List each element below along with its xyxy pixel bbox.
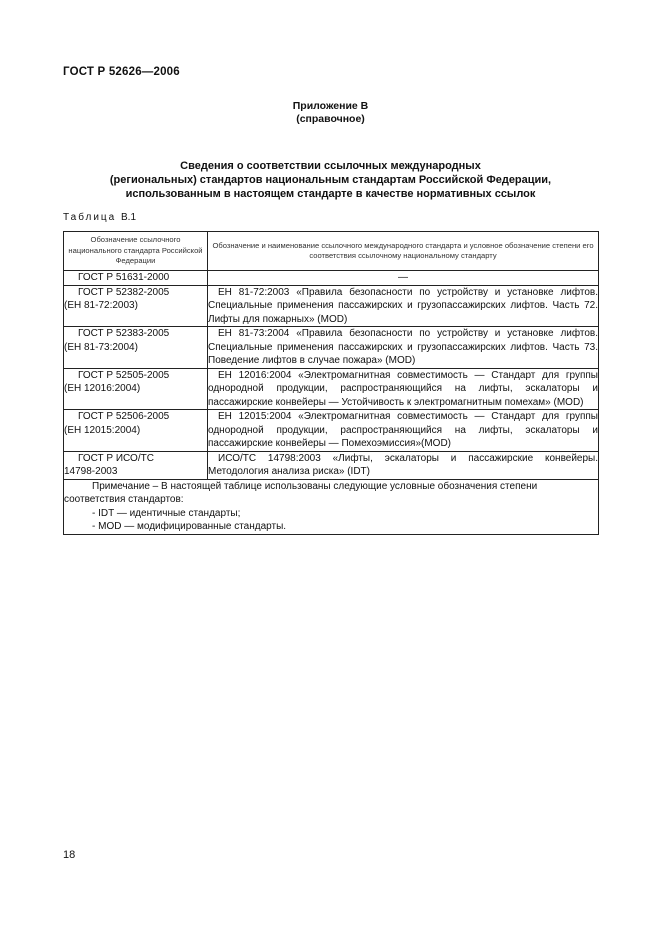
table-row: [64, 451, 599, 479]
header-national-standard: Обозначение ссылочного национального стандарта Российской Федерации: [64, 232, 208, 271]
national-standard-designation: ГОСТ Р 52505-2005: [78, 369, 170, 381]
note-item-idt: - IDT — идентичные стандарты;: [92, 507, 241, 519]
table-label: [63, 212, 136, 223]
international-standard-cell: [208, 285, 599, 327]
table-note-row: [64, 479, 599, 534]
table-row: [64, 285, 599, 327]
international-standard-cell: [208, 451, 599, 479]
international-standard-cell: [208, 410, 599, 452]
international-standard-text: ИСО/ТС 14798:2003 «Лифты, эскалаторы и пассажирские конвейеры. Методология анализа риска» (IDT): [208, 452, 598, 477]
appendix-heading: [0, 100, 661, 126]
international-standard-cell: [208, 368, 599, 410]
international-standard-text: ЕН 81-72:2003 «Правила безопасности по устройству и установке лифтов. Специальные применения пассажирских и грузопассажирских лифтов. Часть 72. Лифты для пожарных» (MOD): [208, 286, 598, 325]
national-standard-cell: [64, 410, 208, 452]
national-standard-cell: [64, 327, 208, 369]
note-item-mod: - MOD — модифицированные стандарты.: [92, 521, 287, 532]
international-standard-text: ЕН 12015:2004 «Электромагнитная совместимость — Стандарт для группы однородной продукции, распространяющийся на лифты, эскалаторы и пассажирские конвейеры — Помехоэмиссия»(MOD): [208, 411, 598, 449]
international-standard-cell: [208, 271, 599, 286]
national-standard-cell: [64, 368, 208, 410]
section-title-line-2: (региональных) стандартов национальным стандартам Российской Федерации,: [109, 174, 552, 186]
international-standard-cell: [208, 327, 599, 369]
table-note: [64, 479, 599, 534]
appendix-title: Приложение В: [292, 100, 369, 112]
note-intro: Примечание – В настоящей таблице использованы следующие условные обозначения степени соответствия стандартов:: [64, 480, 538, 505]
table-header-row: [64, 232, 599, 271]
document-header: ГОСТ Р 52626—2006: [63, 66, 180, 78]
section-title-line-3: использованным в настоящем стандарте в качестве нормативных ссылок: [125, 188, 536, 200]
page-number: 18: [63, 849, 76, 861]
national-standard-designation: ГОСТ Р 52506-2005: [78, 411, 170, 422]
national-standard-equivalent: (ЕН 81-72:2003): [64, 300, 138, 311]
table-label-number: В.1: [121, 212, 137, 223]
table-row: [64, 410, 599, 452]
standards-table: [63, 231, 599, 535]
international-standard-text: ЕН 12016:2004 «Электромагнитная совместимость — Стандарт для группы однородной продукции, распространяющийся на лифты, эскалаторы и пассажирские конвейеры — Устойчивость к электромагнитным помехам» (MOD): [208, 369, 598, 408]
national-standard-equivalent: 14798-2003: [64, 466, 118, 477]
national-standard-cell: [64, 285, 208, 327]
appendix-subtitle: (справочное): [296, 113, 365, 125]
national-standard-designation: ГОСТ Р 51631-2000: [78, 272, 170, 283]
national-standard-designation: ГОСТ Р 52383-2005: [78, 328, 170, 339]
national-standard-equivalent: (ЕН 12016:2004): [64, 383, 141, 394]
international-standard-text: —: [398, 272, 408, 283]
national-standard-designation: ГОСТ Р 52382-2005: [78, 286, 170, 298]
national-standard-designation: ГОСТ Р ИСО/ТС: [78, 452, 154, 464]
section-title-line-1: Сведения о соответствии ссылочных международных: [180, 160, 481, 172]
section-title: [0, 159, 661, 201]
table-row: [64, 271, 599, 286]
national-standard-equivalent: (ЕН 81-73:2004): [64, 341, 138, 353]
national-standard-cell: [64, 451, 208, 479]
table-row: [64, 327, 599, 369]
table-row: [64, 368, 599, 410]
header-international-standard: Обозначение и наименование ссылочного международного стандарта и условное обозначение степени его соответствия ссылочному национальному стандарту: [208, 232, 599, 271]
national-standard-cell: [64, 271, 208, 286]
international-standard-text: ЕН 81-73:2004 «Правила безопасности по устройству и установке лифтов. Специальные применения пассажирских и грузопассажирских лифтов. Часть 73. Поведение лифтов в случае пожара» (MOD): [208, 328, 598, 366]
national-standard-equivalent: (ЕН 12015:2004): [64, 424, 141, 436]
table-label-prefix: Таблица: [63, 212, 117, 223]
